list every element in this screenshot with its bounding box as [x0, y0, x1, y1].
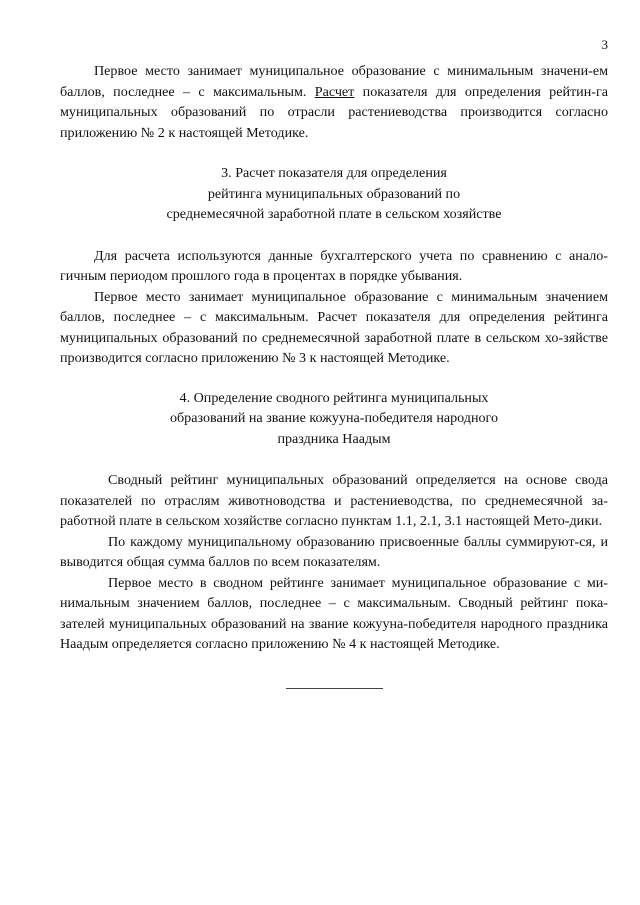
section-3-heading-line-2: рейтинга муниципальных образований по: [207, 185, 461, 202]
section-4-heading-line-3: праздника Наадым: [277, 430, 391, 447]
section-4-heading-line-2: образований на звание кожууна-победителя народного: [169, 410, 499, 426]
section-3-heading-line-1: 3. Расчет показателя для определения: [221, 165, 447, 181]
section-4-paragraph-3: Первое место в сводном рейтинге занимает муниципальное образование с ми-нимальным значением баллов, последнее – с максимальным. Сводный рейтинг пока-зателей муниципальных образований на звание кожууна-победителя народного праздника Наадым определяется согласно приложению № 4 к настоящей Методике.: [60, 574, 608, 652]
end-divider-line: [286, 688, 383, 689]
section-4-heading-line-1: 4. Определение сводного рейтинга муниципальных: [179, 389, 489, 406]
intro-text-start: Первое место занимает муниципальное образование с минимальным значени-ем баллов, последнее – с максимальным.: [60, 63, 608, 100]
section-3-heading-line-3: среднемесячной заработной плате в сельском хозяйстве: [166, 206, 502, 222]
section-3-paragraph-2: Первое место занимает муниципальное образование с минимальным значением баллов, последнее – с максимальным. Расчет показателя для определения рейтинга муниципальных образований по среднемесячной заработной плате в сельском хо-зяйстве производится согласно приложению № 3 к настоящей Методике.: [60, 288, 608, 366]
section-4-paragraph-1: Сводный рейтинг муниципальных образований определяется на основе свода показателей по отраслям животноводства и растениеводства, по среднемесячной за-работной плате в сельском хозяйстве согласно пунктам 1.1, 2.1, 3.1 настоящей Мето-дики.: [60, 472, 608, 529]
section-4-paragraph-2: По каждому муниципальному образованию присвоенные баллы суммируют-ся, и выводится общая сумма баллов по всем показателям.: [60, 533, 608, 570]
section-4-heading: [60, 388, 608, 450]
document-body: [60, 61, 608, 655]
intro-text-end: показателя для определения рейтин-га муниципальных образований по отрасли растениеводства производится согласно приложению № 2 к настоящей Методике.: [60, 83, 608, 141]
section-3-paragraph-1: Для расчета используются данные бухгалтерского учета по сравнению с анало-гичным периодом прошлого года в процентах в порядке убывания.: [60, 247, 608, 284]
underlined-word: Расчет: [314, 83, 355, 100]
page-number: 3: [601, 37, 608, 52]
intro-paragraph: [60, 61, 608, 143]
section-3-heading: [60, 163, 608, 225]
